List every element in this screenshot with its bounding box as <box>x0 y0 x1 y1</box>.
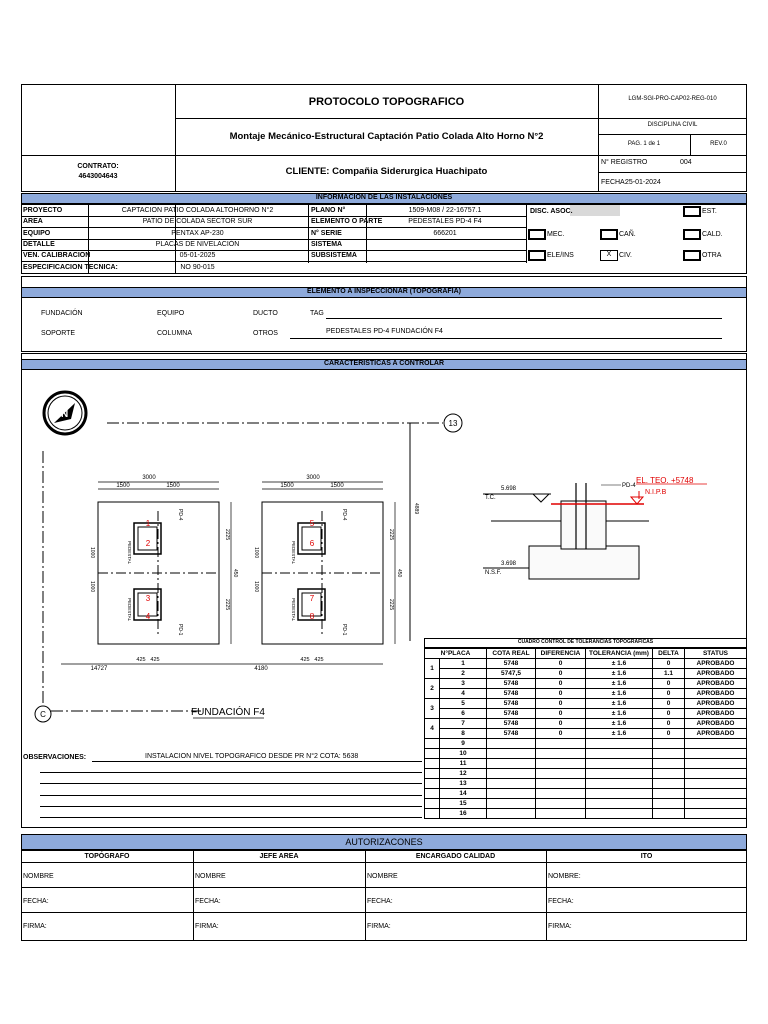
item-soporte: SOPORTE <box>41 330 76 337</box>
check-civ[interactable]: X <box>600 250 618 261</box>
item-ducto: DUCTO <box>253 310 278 317</box>
cell-cota <box>487 739 536 749</box>
tol-header: DELTA <box>653 649 685 659</box>
cell-dif <box>536 809 586 819</box>
table-row <box>425 709 747 719</box>
cell-tol: ± 1.6 <box>586 679 653 689</box>
cell-delta: 0 <box>653 679 685 689</box>
cell-cota: 5748 <box>487 659 536 669</box>
cell-delta: 0 <box>653 709 685 719</box>
cell-cota: 5748 <box>487 729 536 739</box>
table-row <box>425 779 747 789</box>
drawing-label: N.I.P.B <box>645 489 667 496</box>
cell-dif: 0 <box>536 729 586 739</box>
drawing-label: 3.698 <box>501 561 517 567</box>
inst-value: NO 90-015 <box>180 263 215 271</box>
drawing-label: 4180 <box>254 666 268 672</box>
cell-cota <box>487 779 536 789</box>
table-row <box>425 659 747 669</box>
cell-delta: 0 <box>653 699 685 709</box>
drawing-label: 2225 <box>224 599 230 611</box>
check-cald[interactable] <box>683 229 701 240</box>
section-element: ELEMENTO A INSPECCIONAR (TOPOGRAFIA) <box>21 287 747 298</box>
cell-tol: ± 1.6 <box>586 719 653 729</box>
table-row <box>425 669 747 679</box>
cell-n: 10 <box>440 749 487 759</box>
inst-label2: SUBSISTEMA <box>311 252 357 260</box>
drawing-label: 14727 <box>90 666 108 672</box>
drawing-label: 1000 <box>253 547 259 559</box>
plate-number: 2 <box>145 539 151 548</box>
inst-label: VEN. CALIBRACION <box>23 252 91 260</box>
section-characteristics: CARACTERISTICAS A CONTROLAR <box>21 359 747 370</box>
drawing-label: 1500 <box>330 483 344 489</box>
drawing-label: 2225 <box>224 529 230 541</box>
contract-value: 4643004643 <box>78 173 118 180</box>
drawing-label: 1000 <box>89 547 95 559</box>
cell-tol <box>586 799 653 809</box>
tol-header: STATUS <box>685 649 747 659</box>
auth-field[interactable]: NOMBRE <box>23 873 54 880</box>
group-cell: 3 <box>425 699 440 719</box>
drawing-label: C <box>40 710 46 719</box>
plate-number: 7 <box>309 594 315 603</box>
cell-cota <box>487 809 536 819</box>
cell-dif <box>536 749 586 759</box>
inst-label: EQUIPO <box>23 229 51 237</box>
check-label: CAÑ. <box>619 231 636 238</box>
disc-asoc-label: DISC. ASOC. <box>530 208 573 215</box>
cell-delta <box>653 749 685 759</box>
drawing-label: 1000 <box>89 581 95 593</box>
table-row <box>425 689 747 699</box>
auth-field[interactable]: FECHA: <box>195 898 221 905</box>
inst-value2: PEDESTALES PD-4 F4 <box>408 218 482 226</box>
drawing-label: 425 <box>300 657 310 663</box>
item-columna: COLUMNA <box>157 330 193 337</box>
cell-n: 1 <box>440 659 487 669</box>
drawing-label: 425 <box>150 657 160 663</box>
cell-delta <box>653 789 685 799</box>
table-row <box>425 729 747 739</box>
page-subtitle: Montaje Mecánico-Estructural Captación Patio Colada Alto Horno N°2 <box>229 131 544 142</box>
cell-status <box>685 809 747 819</box>
drawing-label: T.C. <box>485 495 496 501</box>
inst-label2: N° SERIE <box>311 229 342 237</box>
cell-status <box>685 779 747 789</box>
cell-n: 14 <box>440 789 487 799</box>
cell-dif <box>536 759 586 769</box>
observations-text: INSTALACION NIVEL TOPOGRAFICO DESDE PR N°2 COTA: 5638 <box>145 753 359 760</box>
check-label: ELE/INS <box>547 252 574 259</box>
drawing-label: 450 <box>232 569 238 578</box>
cell-n: 2 <box>440 669 487 679</box>
observations-label: OBSERVACIONES: <box>23 754 87 761</box>
cell-dif: 0 <box>536 689 586 699</box>
cell-n: 11 <box>440 759 487 769</box>
auth-field[interactable]: FIRMA: <box>548 923 572 930</box>
cell-delta <box>653 779 685 789</box>
check-est[interactable] <box>683 206 701 217</box>
cell-dif <box>536 739 586 749</box>
cell-n: 13 <box>440 779 487 789</box>
page-title: PROTOCOLO TOPOGRAFICO <box>308 96 465 108</box>
inst-label: DETALLE <box>23 240 55 248</box>
cell-delta: 0 <box>653 659 685 669</box>
item-fundacion: FUNDACIÓN <box>41 310 83 317</box>
cell-status: APROBADO <box>685 729 747 739</box>
client-name: CLIENTE: Compañia Siderurgica Huachipato <box>285 166 488 177</box>
drawing-label: PD-4 <box>622 483 636 489</box>
cell-delta: 1.1 <box>653 669 685 679</box>
inst-value: 05-01-2025 <box>179 252 216 260</box>
cell-cota <box>487 759 536 769</box>
cell-delta: 0 <box>653 729 685 739</box>
item-tag: TAG <box>310 310 324 317</box>
cell-n: 12 <box>440 769 487 779</box>
cell-status: APROBADO <box>685 699 747 709</box>
auth-field[interactable]: FECHA: <box>367 898 393 905</box>
cell-tol <box>586 759 653 769</box>
cell-dif <box>536 799 586 809</box>
discipline: DISCIPLINA CIVIL <box>647 122 698 128</box>
plate-number: 5 <box>309 519 315 528</box>
tol-header: TOLERANCIA (mm) <box>586 649 653 659</box>
check-label: CIV. <box>619 252 632 259</box>
cell-dif <box>536 769 586 779</box>
check-eleins[interactable] <box>528 250 546 261</box>
plate-number: 8 <box>309 612 315 621</box>
cell-status: APROBADO <box>685 709 747 719</box>
cell-dif: 0 <box>536 679 586 689</box>
plate-number: 3 <box>145 594 151 603</box>
auth-field[interactable]: FIRMA: <box>367 923 391 930</box>
cell-delta <box>653 759 685 769</box>
table-row <box>425 749 747 759</box>
drawing-label: PEDESTAL <box>127 598 132 622</box>
tolerance-table <box>424 648 747 819</box>
cell-n: 15 <box>440 799 487 809</box>
drawing-label: 425 <box>314 657 324 663</box>
drawing-label: 5.698 <box>501 486 517 492</box>
tol-header: DIFERENCIA <box>536 649 586 659</box>
drawing-label: 450 <box>396 569 402 578</box>
item-otros: OTROS <box>253 330 278 337</box>
cell-cota <box>487 769 536 779</box>
cell-cota <box>487 749 536 759</box>
axis-13-label: 13 <box>448 419 458 428</box>
cell-dif <box>536 789 586 799</box>
inst-label2: SISTEMA <box>311 240 343 248</box>
cell-status <box>685 799 747 809</box>
table-row <box>425 759 747 769</box>
cell-cota: 5747,5 <box>487 669 536 679</box>
cell-tol: ± 1.6 <box>586 699 653 709</box>
drawing-label: 2225 <box>388 599 394 611</box>
table-row <box>425 739 747 749</box>
group-cell: 4 <box>425 719 440 739</box>
drawing-label: PD-1 <box>341 624 347 636</box>
cell-status: APROBADO <box>685 679 747 689</box>
cell-delta <box>653 809 685 819</box>
cell-delta: 0 <box>653 719 685 729</box>
cell-n: 4 <box>440 689 487 699</box>
group-cell: 2 <box>425 679 440 699</box>
drawing-label: PEDESTAL <box>291 541 296 565</box>
cell-status: APROBADO <box>685 719 747 729</box>
cell-n: 7 <box>440 719 487 729</box>
cell-dif: 0 <box>536 699 586 709</box>
cell-delta: 0 <box>653 689 685 699</box>
drawing-label: 3000 <box>142 475 156 481</box>
cell-tol <box>586 739 653 749</box>
plate-number: 1 <box>145 519 151 528</box>
table-row <box>425 719 747 729</box>
table-row <box>425 699 747 709</box>
auth-field[interactable]: FIRMA: <box>23 923 47 930</box>
check-label: CALD. <box>702 231 723 238</box>
cell-status: APROBADO <box>685 659 747 669</box>
cell-status <box>685 789 747 799</box>
drawing-label: FUNDACIÓN F4 <box>191 707 265 718</box>
drawing-label: PD-4 <box>177 509 183 521</box>
inst-value2: 666201 <box>433 229 457 237</box>
inst-label2: ELEMENTO O PARTE <box>311 218 383 226</box>
cell-n: 3 <box>440 679 487 689</box>
inst-value: CAPTACION PATIO COLADA ALTOHORNO N°2 <box>121 207 274 214</box>
auth-field[interactable]: NOMBRE <box>195 873 226 880</box>
cell-delta <box>653 769 685 779</box>
cell-n: 6 <box>440 709 487 719</box>
cell-tol <box>586 809 653 819</box>
drawing-label: 1000 <box>253 581 259 593</box>
auth-col-header: JEFE AREA <box>259 853 299 860</box>
cell-tol: ± 1.6 <box>586 659 653 669</box>
check-label: EST. <box>702 208 717 215</box>
cell-tol <box>586 779 653 789</box>
check-mec[interactable] <box>528 229 546 240</box>
cell-status <box>685 739 747 749</box>
registro-value: 004 <box>680 159 692 166</box>
table-row <box>425 809 747 819</box>
cell-n: 9 <box>440 739 487 749</box>
drawing-label: EL. TEO. +5748 <box>636 476 694 485</box>
cell-cota: 5748 <box>487 679 536 689</box>
cell-status: APROBADO <box>685 669 747 679</box>
drawing-label: 2225 <box>388 529 394 541</box>
cell-dif: 0 <box>536 669 586 679</box>
cell-cota <box>487 799 536 809</box>
auth-field[interactable]: NOMBRE: <box>548 873 581 880</box>
auth-col-header: ENCARGADO CALIDAD <box>415 853 496 860</box>
cell-dif: 0 <box>536 719 586 729</box>
doc-code: LGM-SGI-PRO-CAP02-REG-010 <box>628 96 717 102</box>
auth-field[interactable]: FIRMA: <box>195 923 219 930</box>
cell-dif: 0 <box>536 709 586 719</box>
drawing-label: PEDESTAL <box>127 541 132 565</box>
cell-tol <box>586 789 653 799</box>
cell-tol: ± 1.6 <box>586 669 653 679</box>
cell-cota: 5748 <box>487 709 536 719</box>
section-authorizations: AUTORIZACONES <box>21 834 747 850</box>
check-label: MEC. <box>547 231 565 238</box>
drawing-label: 4889 <box>413 503 419 515</box>
cell-delta <box>653 799 685 809</box>
plate-number: 6 <box>309 539 315 548</box>
auth-col-header: ITO <box>640 853 653 860</box>
cell-status <box>685 769 747 779</box>
cell-cota: 5748 <box>487 699 536 709</box>
drawing-label: PD-4 <box>341 509 347 521</box>
drawing-label: PEDESTAL <box>291 598 296 622</box>
north-arrow-icon <box>44 392 86 434</box>
auth-col-header: TOPÓGRAFO <box>84 853 130 860</box>
plate-number: 4 <box>145 612 151 621</box>
drawing-label: 3000 <box>306 475 320 481</box>
table-row <box>425 789 747 799</box>
inst-label: AREA <box>23 218 43 226</box>
fecha-value: 25-01-2024 <box>625 179 661 186</box>
inst-value2: 1509-M08 / 22-16757.1 <box>408 207 482 214</box>
inst-value: PENTAX AP-230 <box>171 229 224 237</box>
cell-status <box>685 759 747 769</box>
group-cell: 1 <box>425 659 440 679</box>
cell-tol <box>586 749 653 759</box>
cell-cota <box>487 789 536 799</box>
cell-status: APROBADO <box>685 689 747 699</box>
cell-dif: 0 <box>536 659 586 669</box>
table-row <box>425 679 747 689</box>
auth-field[interactable]: FECHA: <box>23 898 49 905</box>
cell-delta <box>653 739 685 749</box>
drawing-label: 1500 <box>166 483 180 489</box>
cell-n: 5 <box>440 699 487 709</box>
contract-label: CONTRATO: <box>77 163 119 170</box>
drawing-label: PD-1 <box>177 624 183 636</box>
section-installations: INFORMACION DE LAS INSTALACIONES <box>21 193 747 204</box>
cell-tol: ± 1.6 <box>586 729 653 739</box>
drawing-label: 1500 <box>280 483 294 489</box>
registro-label: N° REGISTRO <box>601 159 648 166</box>
cell-cota: 5748 <box>487 689 536 699</box>
cell-cota: 5748 <box>487 719 536 729</box>
tol-header: COTA REAL <box>487 649 536 659</box>
table-row <box>425 769 747 779</box>
cell-tol: ± 1.6 <box>586 709 653 719</box>
tol-header: N°PLACA <box>425 649 487 659</box>
auth-field[interactable]: FECHA: <box>548 898 574 905</box>
item-equipo: EQUIPO <box>157 310 185 317</box>
cell-tol: ± 1.6 <box>586 689 653 699</box>
table-row <box>425 799 747 809</box>
item-otros-value: PEDESTALES PD-4 FUNDACIÓN F4 <box>326 328 443 335</box>
inst-value: PATIO DE COLADA SECTOR SUR <box>142 218 253 226</box>
page-number: PAG. 1 de 1 <box>627 141 661 147</box>
fecha-label: FECHA: <box>601 179 627 186</box>
cell-n: 16 <box>440 809 487 819</box>
tolerance-table-title: CUADRO CONTROL DE TOLERANCIAS TOPOGRAFICAS <box>517 639 654 645</box>
cell-status <box>685 749 747 759</box>
cell-tol <box>586 769 653 779</box>
inst-label: PROYECTO <box>23 207 63 214</box>
check-label: OTRA <box>702 252 722 259</box>
inst-label2: PLANO N° <box>311 207 346 214</box>
auth-field[interactable]: NOMBRE <box>367 873 398 880</box>
cell-n: 8 <box>440 729 487 739</box>
inst-value: PLACAS DE NIVELACIÓN <box>155 240 240 248</box>
inst-label: ESPECIFICACION TECNICA: <box>23 263 118 271</box>
drawing-label: 425 <box>136 657 146 663</box>
cell-dif <box>536 779 586 789</box>
drawing-label: N.S.F. <box>485 570 502 576</box>
svg-text:N: N <box>61 409 69 420</box>
revision: REV.0 <box>710 141 727 147</box>
drawing-label: 1500 <box>116 483 130 489</box>
check-cañ[interactable] <box>600 229 618 240</box>
check-otra[interactable] <box>683 250 701 261</box>
